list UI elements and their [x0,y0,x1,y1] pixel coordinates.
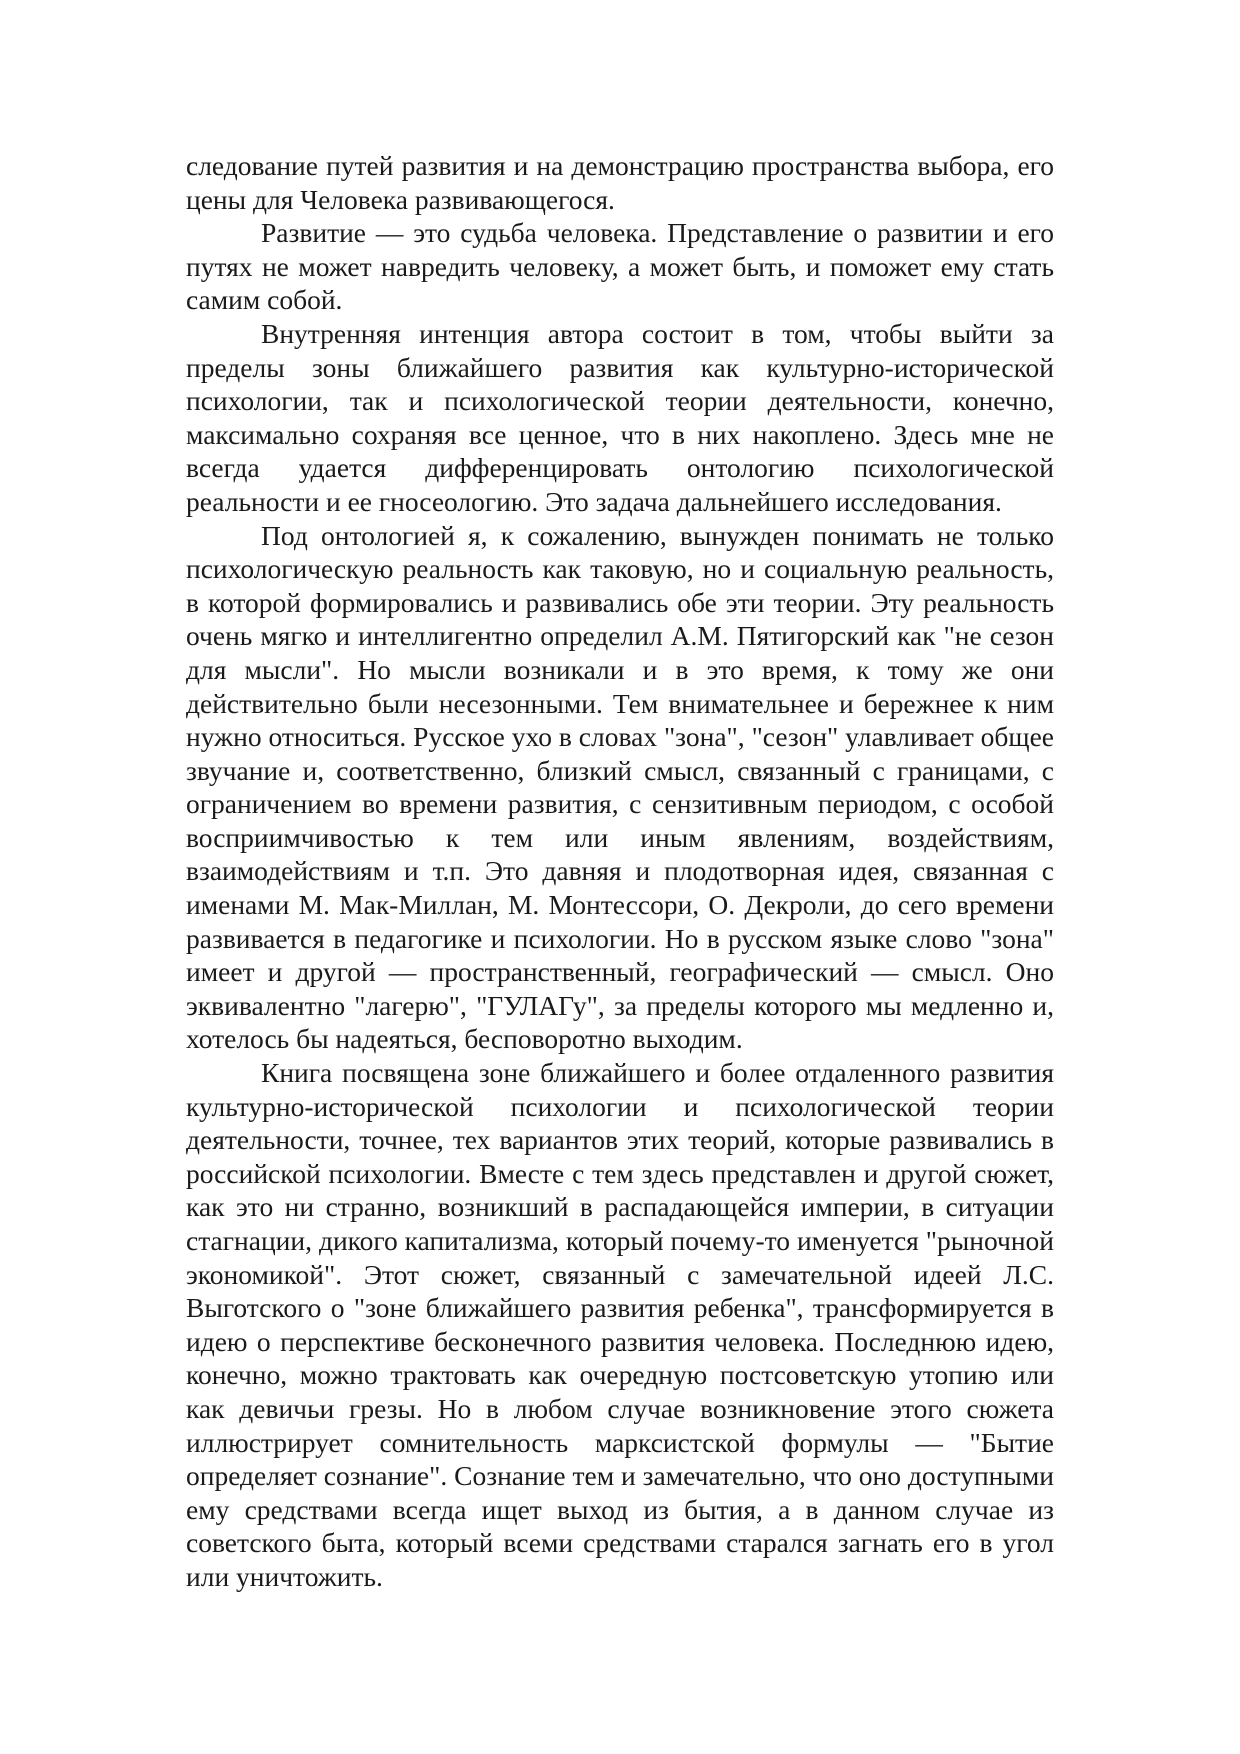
paragraph-4: Под онтологией я, к сожалению, вынужден понимать не только психологическую реальность как таковую, но и социальную реальность, в которой формировались и развивались обе эти теории. Эту реальность очень мягко и интеллигентно определил А.М. Пятигорский как "не сезон для мысли". Но мысли возникали и в это время, к тому же они действительно были несезонными. Тем внимательнее и бережнее к ним нужно относиться. Русское ухо в словах "зона", "сезон" улавливает общее звучание и, соответственно, близкий смысл, связанный с границами, с ограничением во времени развития, с сензитивным периодом, с особой восприимчивостью к тем или иным явлениям, воздействиям, взаимодействиям и т.п. Это давняя и плодотворная идея, связанная с именами М. Мак-Миллан, М. Монтессори, О. Декроли, до сего времени развивается в педагогике и психологии. Но в русском языке слово "зона" имеет и другой — пространственный, географический — смысл. Оно эквивалентно "лагерю", "ГУЛАГу", за пределы которого мы медленно и, хотелось бы надеяться, бесповоротно выходим. [186,519,1054,1055]
paragraph-5: Книга посвящена зоне ближайшего и более отдаленного развития культурно-исторической психологии и психологической теории деятельности, точнее, тех вариантов этих теорий, которые развивались в российской психологии. Вместе с тем здесь представлен и другой сюжет, как это ни странно, возникший в распадающейся империи, в ситуации стагнации, дикого капитализма, который почему-то именуется "рыночной экономикой". Этот сюжет, связанный с замечательной идеей Л.С. Выготского о "зоне ближайшего развития ребенка", трансформируется в идею о перспективе бесконечного развития человека. Последнюю идею, конечно, можно трактовать как очередную постсоветскую утопию или как девичьи грезы. Но в любом случае возникновение этого сюжета иллюстрирует сомнительность марксистской формулы — "Бытие определяет сознание". Сознание тем и замечательно, что оно доступными ему средствами всегда ищет выход из бытия, а в данном случае из советского быта, который всеми средствами старался загнать его в угол или уничтожить. [186,1057,1054,1592]
body-text [186,149,1054,1594]
paragraph-2: Развитие — это судьба человека. Представление о развитии и его путях не может навредить человеку, а может быть, и поможет ему стать самим собой. [186,217,1054,316]
paragraph-1: следование путей развития и на демонстрацию пространства выбора, его цены для Человека развивающегося. [186,150,1054,215]
paragraph-3: Внутренняя интенция автора состоит в том, чтобы выйти за пределы зоны ближайшего развития как культурно-исторической психологии, так и психологической теории деятельности, конечно, максимально сохраняя все ценное, что в них накоплено. Здесь мне не всегда удается дифференцировать онтологию психологической реальности и ее гносеологию. Это задача дальнейшего исследования. [186,317,1054,517]
